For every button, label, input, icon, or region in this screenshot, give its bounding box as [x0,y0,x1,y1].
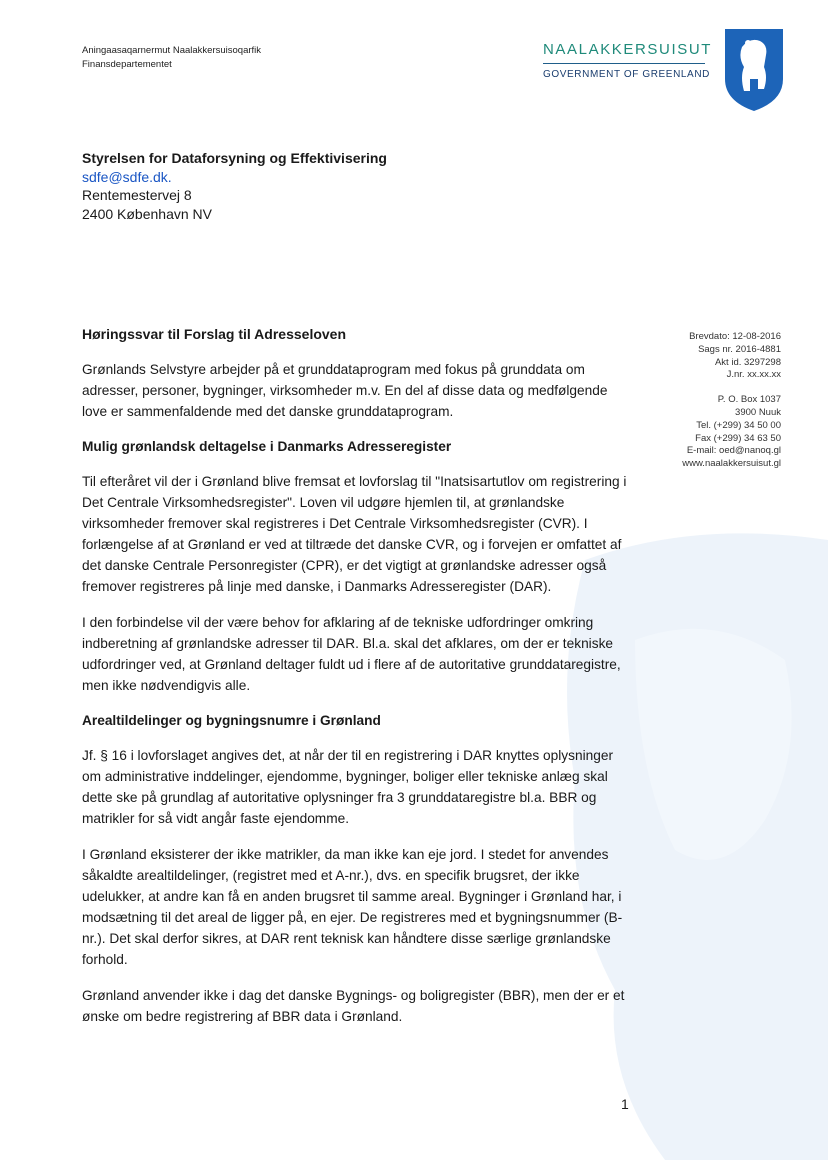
recipient-address [82,149,387,223]
letter-date: Brevdato: 12-08-2016 [689,331,781,342]
telephone: Tel. (+299) 34 50 00 [696,419,781,431]
case-number: Sags nr. 2016-4881 [698,343,781,355]
letter-metadata [640,331,781,471]
sender-line-1: Aningaasaqarnermut Naalakkersuisoqarfik [82,45,262,56]
logo-government-of-greenland: GOVERNMENT OF GREENLAND [543,69,710,80]
fax: Fax (+299) 34 63 50 [695,432,781,444]
sender-line-2: Finansdepartementet [82,59,172,70]
po-city: 3900 Nuuk [735,406,781,418]
paragraph-intro: Grønlands Selvstyre arbejder på et grunddataprogram med fokus på grunddata om adresser, personer, bygninger, virksomheder m.v. En del af disse data og medfølgende love er sammenfaldende med det danske grunddataprogram. [82,362,608,419]
recipient-city: 2400 København NV [82,205,212,222]
letter-body [82,324,627,1042]
sender-department [82,44,261,72]
paragraph-cvr: Til efteråret vil der i Grønland blive fremsat et lovforslag til "Inatsisartutlov om registrering i Det Centrale Virksomhedsregister". Loven vil udgøre hjemlen til, at grønlandske virksomheder fremover skal registreres i Det Centrale Virksomhedsregister (CVR). I forlængelse af at Grønland er ved at tiltræde det danske CVR, og i forvejen er omfattet af det danske Centrale Personregister (CPR), er det vigtigt at grønlandske adresser også fremover registreres på linje med danske, i Danmarks Adresseregister (DAR). [82,474,627,594]
logo-naalakkersuisut: NAALAKKERSUISUT [543,41,713,58]
paragraph-section-16: Jf. § 16 i lovforslaget angives det, at når der til en registrering i DAR knyttes oplysninger om administrative inddelinger, ejendomme, bygninger, boliger eller tekniske anlæg skal dette ske på grundlag af autoritative oplysninger fra 3 grunddataregistre bl.a. BBR og matrikler for så vidt angår faste ejendomme. [82,748,614,826]
paragraph-land-rights: I Grønland eksisterer der ikke matrikler, da man ikke kan eje jord. I stedet for anvendes såkaldte arealtildelinger, (registret med et A-nr.), dvs. en specifik brugsret, der ikke udelukker, at andre kan få en anden brugsret til samme areal. Bygninger i Grønland har, i modsætning til det areal de ligger på, en ejer. De registreres med et bygningsnummer (B-nr.). Det skal derfor sikres, at DAR rent teknisk kan håndtere disse særlige grønlandske forhold. [82,847,623,967]
website-link[interactable]: www.naalakkersuisut.gl [682,458,781,470]
heading-area-allocation: Arealtildelinger og bygningsnumre i Grønland [82,713,381,728]
government-logo [543,40,713,82]
paragraph-clarification: I den forbindelse vil der være behov for afklaring af de tekniske udfordringer omkring indberetning af grønlandske adresser til DAR. Bl.a. skal det afklares, om der er tekniske udfordringer ved, at Grønland deltager fuldt ud i flere af de autoritative grunddataregistre, men ikke nødvendigvis alle. [82,615,621,693]
recipient-email-link[interactable]: sdfe@sdfe.dk. [82,168,172,185]
logo-divider [543,63,705,64]
page-number: 1 [621,1096,629,1112]
polar-bear-shield-icon [722,27,786,113]
file-id: Akt id. 3297298 [714,356,781,368]
recipient-street: Rentemestervej 8 [82,187,192,203]
journal-number: J.nr. xx.xx.xx [726,369,781,381]
contact-email-link[interactable]: E-mail: oed@nanoq.gl [686,445,781,457]
recipient-organization: Styrelsen for Dataforsyning og Effektivisering [82,150,387,166]
po-box: P. O. Box 1037 [717,394,781,406]
letter-title: Høringssvar til Forslag til Adresseloven [82,326,347,342]
heading-dar-participation: Mulig grønlandsk deltagelse i Danmarks Adresseregister [82,439,452,454]
paragraph-bbr: Grønland anvender ikke i dag det danske Bygnings- og boligregister (BBR), men der er et ønske om bedre registrering af BBR data i Grønland. [82,988,625,1024]
